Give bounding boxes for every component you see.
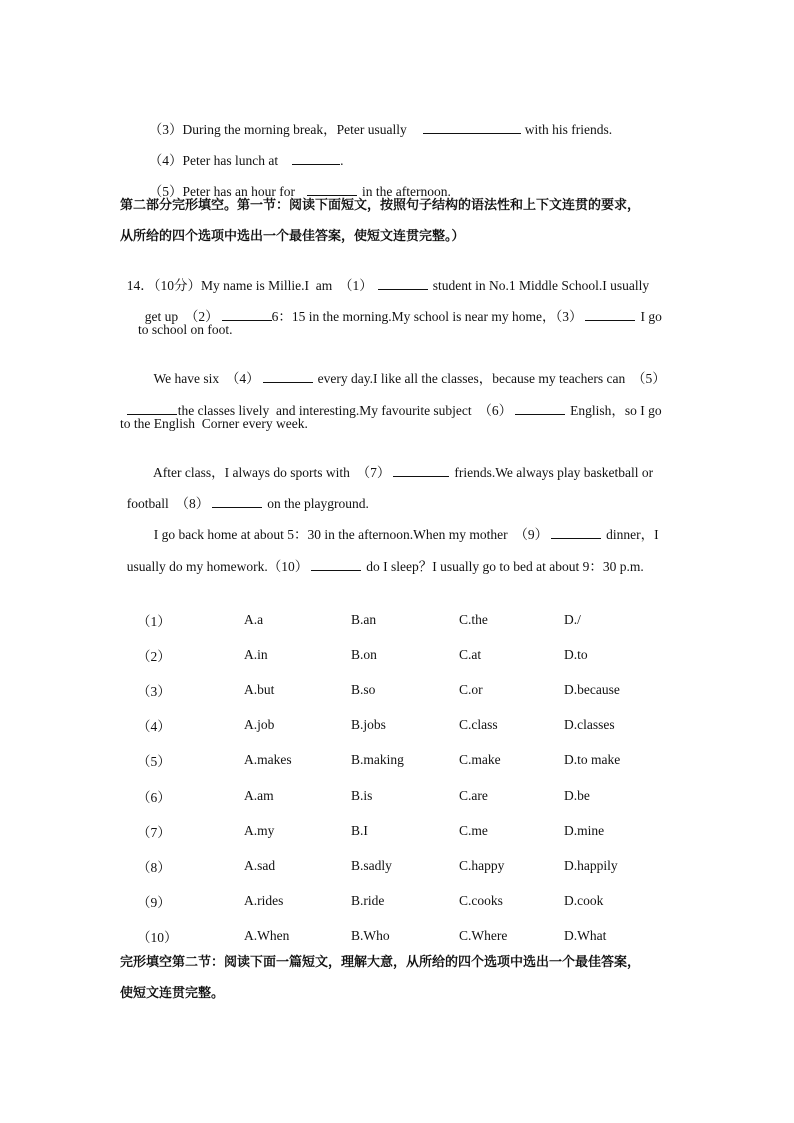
blank-4[interactable]: [263, 370, 313, 383]
option-choice-a[interactable]: A.job: [244, 717, 275, 733]
option-choice-b[interactable]: B.on: [351, 646, 377, 662]
option-choice-c[interactable]: C.Where: [459, 928, 508, 944]
option-row: [137, 848, 664, 883]
passage-text: I go back home at about 5：30 in the afternoon.When my mother （9）: [153, 527, 549, 542]
blank-5[interactable]: [127, 402, 177, 415]
option-number: （1）: [137, 613, 171, 629]
option-row: [137, 743, 664, 778]
option-choice-a[interactable]: A.When: [244, 928, 290, 944]
passage-text: We have six （4）: [153, 371, 260, 386]
option-choice-a[interactable]: A.sad: [244, 857, 276, 873]
option-choice-d[interactable]: D.What: [564, 928, 607, 944]
blank-8[interactable]: [212, 495, 262, 508]
options-table: [137, 602, 664, 954]
option-choice-a[interactable]: A.a: [244, 611, 264, 627]
question-item-5: [142, 165, 451, 201]
option-choice-c[interactable]: C.happy: [459, 857, 505, 873]
passage-text: 6：15 in the morning.My school is near my home，（3）: [271, 309, 583, 324]
passage-text: English，so I go: [570, 403, 662, 418]
blank-3[interactable]: [585, 308, 635, 321]
option-choice-a[interactable]: A.makes: [244, 752, 292, 768]
option-choice-c[interactable]: C.at: [459, 646, 482, 662]
option-number: （9）: [137, 895, 171, 911]
option-number: （8）: [137, 859, 171, 875]
passage-text: I go: [640, 309, 662, 324]
option-choice-c[interactable]: C.the: [459, 611, 488, 627]
option-choice-d[interactable]: D.be: [564, 787, 590, 803]
option-choice-b[interactable]: B.making: [351, 752, 404, 768]
option-choice-d[interactable]: D.because: [564, 681, 620, 697]
option-choice-c[interactable]: C.are: [459, 787, 488, 803]
option-choice-c[interactable]: C.or: [459, 681, 483, 697]
option-number: （3）: [137, 683, 171, 699]
option-choice-b[interactable]: B.ride: [351, 893, 385, 909]
blank-7[interactable]: [393, 464, 449, 477]
option-choice-c[interactable]: C.class: [459, 717, 498, 733]
item3-prefix: （3）During the morning break，Peter usually: [148, 122, 407, 137]
item4-suffix: .: [340, 153, 344, 168]
option-choice-c[interactable]: C.me: [459, 822, 488, 838]
blank[interactable]: [423, 121, 521, 134]
blank[interactable]: [307, 183, 357, 196]
passage-text: on the playground.: [267, 496, 369, 511]
passage-text: get up （2）: [144, 309, 219, 324]
option-choice-b[interactable]: B.is: [351, 787, 373, 803]
option-row: [137, 884, 664, 919]
option-choice-b[interactable]: B.sadly: [351, 857, 392, 873]
blank-1[interactable]: [378, 277, 428, 290]
section2b-heading-line-1: 完形填空第二节：阅读下面一篇短文，理解大意，从所给的四个选项中选出一个最佳答案，: [120, 955, 641, 970]
blank-10[interactable]: [311, 558, 361, 571]
option-number: （2）: [137, 648, 171, 664]
option-choice-b[interactable]: B.I: [351, 822, 368, 838]
option-row: [137, 672, 664, 707]
passage-text: friends.We always play basketball or: [454, 465, 654, 480]
option-choice-b[interactable]: B.Who: [351, 928, 390, 944]
passage-text: do I sleep？I usually go to bed at about 9：30 p.m.: [366, 559, 644, 574]
option-choice-d[interactable]: D.classes: [564, 717, 615, 733]
option-number: （5）: [137, 754, 171, 770]
passage-text: every day.I like all the classes，because my teachers can （5）: [317, 371, 666, 386]
option-choice-b[interactable]: B.an: [351, 611, 377, 627]
option-choice-d[interactable]: D.to: [564, 646, 588, 662]
blank-2[interactable]: [222, 308, 272, 321]
item3-suffix: with his friends.: [524, 122, 613, 137]
option-choice-a[interactable]: A.am: [244, 787, 274, 803]
option-choice-a[interactable]: A.my: [244, 822, 275, 838]
option-row: [137, 708, 664, 743]
passage-text: After class，I always do sports with （7）: [153, 465, 391, 480]
option-choice-a[interactable]: A.rides: [244, 893, 284, 909]
option-row: [137, 637, 664, 672]
section-heading-line-2: 从所给的四个选项中选出一个最佳答案，使短文连贯完整。）: [120, 229, 465, 244]
option-choice-d[interactable]: D.happily: [564, 857, 618, 873]
option-row: [137, 813, 664, 848]
passage-text: student in No.1 Middle School.I usually: [432, 278, 650, 293]
option-number: （6）: [137, 789, 171, 805]
passage-text: usually do my homework.（10）: [126, 559, 309, 574]
option-row: [137, 919, 664, 954]
option-row: [137, 602, 664, 637]
option-choice-a[interactable]: A.but: [244, 681, 275, 697]
blank-9[interactable]: [551, 526, 601, 539]
section2b-heading-line-2: 使短文连贯完整。: [120, 986, 225, 1001]
blank-6[interactable]: [515, 402, 565, 415]
passage-text: dinner，I: [606, 527, 659, 542]
option-choice-c[interactable]: C.make: [459, 752, 501, 768]
item4-prefix: （4）Peter has lunch at: [148, 153, 279, 168]
option-number: （7）: [137, 824, 171, 840]
passage-text: 14．（10分）My name is Millie.I am （1）: [126, 278, 373, 293]
option-choice-b[interactable]: B.so: [351, 681, 376, 697]
passage-line-3: to school on foot.: [138, 322, 233, 337]
option-choice-c[interactable]: C.cooks: [459, 893, 503, 909]
passage-line-6: to the English Corner every week.: [120, 416, 308, 431]
option-choice-b[interactable]: B.jobs: [351, 717, 386, 733]
passage-text: the classes lively and interesting.My favourite subject （6）: [177, 403, 513, 418]
passage-line-4: [147, 352, 666, 388]
passage-line-9: [147, 508, 659, 544]
option-choice-a[interactable]: A.in: [244, 646, 268, 662]
option-number: （4）: [137, 719, 171, 735]
option-choice-d[interactable]: D.cook: [564, 893, 604, 909]
passage-text: football （8）: [126, 496, 210, 511]
option-choice-d[interactable]: D./: [564, 611, 581, 627]
option-row: [137, 778, 664, 813]
item5-prefix: （5）Peter has an hour for: [148, 184, 295, 199]
section-heading-line-1: 第二部分完形填空。第一节：阅读下面短文，按照句子结构的语法性和上下文连贯的要求，: [120, 198, 641, 213]
option-number: （10）: [137, 930, 178, 946]
blank[interactable]: [292, 152, 340, 165]
item5-suffix: in the afternoon.: [361, 184, 451, 199]
option-choice-d[interactable]: D.to make: [564, 752, 621, 768]
option-choice-d[interactable]: D.mine: [564, 822, 605, 838]
passage-line-10: [120, 540, 644, 576]
